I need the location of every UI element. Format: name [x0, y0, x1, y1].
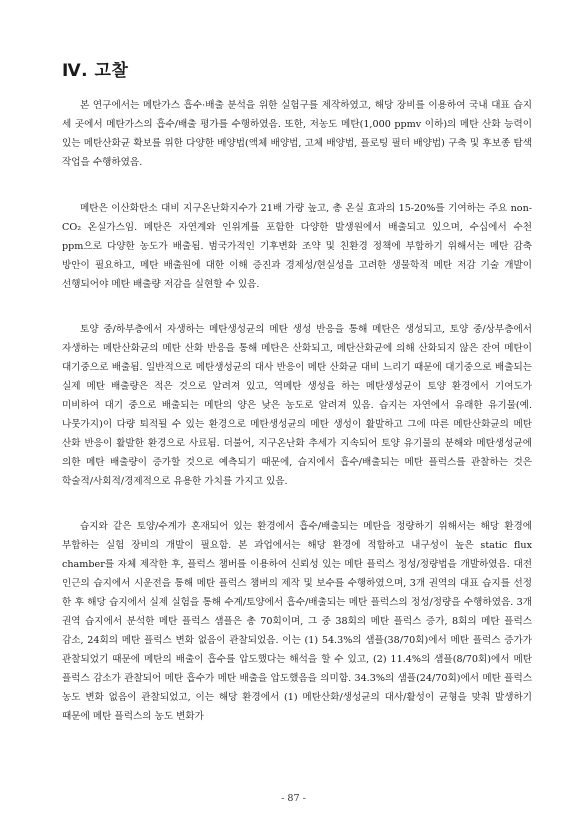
- section-heading: Ⅳ. 고찰: [62, 61, 129, 81]
- paragraph-research-overview: 본 연구에서는 메탄가스 흡수·배출 분석을 위한 실험구를 제작하였고, 해당 장비를 이용하여 국내 대표 습지 세 곳에서 메탄가스의 흡수/배출 평가를 수행하였음. 또한, 저농도 메탄(1,000 ppmv 이하)의 메탄 산화 능력이 있는 메탄산화균 확보를 위한 다양한 배양법(액체 배양법, 고체 배양법, 플로팅 필터 배양법) 구축 및 후보종 탐색 작업을 수행하였음.: [62, 100, 532, 168]
- page-number: - 87 -: [281, 793, 306, 804]
- paragraph-methane-background: 메탄은 이산화탄소 대비 지구온난화지수가 21배 가량 높고, 총 온실 효과의 15-20%를 기여하는 주요 non-CO₂ 온실가스임. 메탄은 자연계와 인위계를 포함한 다양한 발생원에서 배출되고 있으며, 수십에서 수천 ppm으로 다양한 농도가 배출됨. 범국가적인 기후변화 조약 및 친환경 정책에 부합하기 위해서는 메탄 감축 방안이 필요하고, 메탄 배출원에 대한 이해 증진과 경제성/현실성을 고려한 생물학적 메탄 저감 기술 개발이 선행되어야 메탄 배출량 저감을 실현할 수 있음.: [62, 203, 532, 290]
- paragraph-flux-chamber-results: 습지와 같은 토양/수계가 혼재되어 있는 환경에서 흡수/배출되는 메탄을 정량하기 위해서는 해당 환경에 부합하는 실험 장비의 개발이 필요함. 본 과업에서는 해당 환경에 적합하고 내구성이 높은 static flux chamber를 자체 제작한 후, 플럭스 챔버를 이용하여 신뢰성 있는 메탄 플럭스 정성/정량법을 개발하였음. 대전 인근의 습지에서 시운전을 통해 메탄 플럭스 챔버의 제작 및 보수를 수행하였으며, 3개 권역의 대표 습지를 선정 한 후 해당 습지에서 실제 실험을 통해 수계/토양에서 흡수/배출되는 메탄 플럭스의 정성/정량을 수행하였음. 3개 권역 습지에서 분석한 메탄 플럭스 샘플은 총 70회이며, 그 중 38회의 메탄 플럭스 증가, 8회의 메탄 플럭스 감소, 24회의 메탄 플럭스 변화 없음이 관찰되었음. 이는 (1) 54.3%의 샘플(38/70회)에서 메탄 플럭스 증가가 관찰되었기 때문에 메탄의 배출이 흡수를 압도했다는 해석을 할 수 있고, (2) 11.4%의 샘플(8/70회)에서 메탄 플럭스 감소가 관찰되어 메탄 흡수가 메탄 배출을 압도했음을 의미함. 34.3%의 샘플(24/70회)에서 메탄 플럭스 농도 변화 없음이 관찰되었고, 이는 해당 환경에서 (1) 메탄산화/생성균의 대사/활성이 균형을 맞춰 발생하기 때문에 메탄 플럭스의 농도 변화가: [62, 521, 532, 722]
- paragraph-soil-methane-cycle: 토양 중/하부층에서 자생하는 메탄생성균의 메탄 생성 반응을 통해 메탄은 생성되고, 토양 중/상부층에서 자생하는 메탄산화균의 메탄 산화 반응을 통해 메탄은 산화되고, 메탄산화균에 의해 산화되지 않은 잔여 메탄이 대기중으로 배출됨. 일반적으로 메탄생성균의 대사 반응이 메탄 산화균 대비 느리기 때문에 대기중으로 배출되는 실제 메탄 배출량은 적은 것으로 알려져 있고, 역메탄 생성을 하는 메탄생성균이 토양 환경에서 기여도가 미비하여 대기 중으로 배출되는 메탄의 양은 낮은 농도로 알려져 있음. 습지는 자연에서 유래한 유기물(예. 나뭇가지)이 다량 퇴적될 수 있는 환경으로 메탄생성균의 메탄 생성이 활발하고 그에 따른 메탄산화균의 메탄 산화 반응이 활발한 환경으로 사료됨. 더불어, 지구온난화 추세가 지속되어 토양 유기물의 분해와 메탄생성균에 의한 메탄 배출량이 증가할 것으로 예측되기 때문에, 습지에서 흡수/배출되는 메탄 플럭스를 관찰하는 것은 학술적/사회적/경제적으로 유용한 가치를 가지고 있음.: [62, 324, 532, 487]
